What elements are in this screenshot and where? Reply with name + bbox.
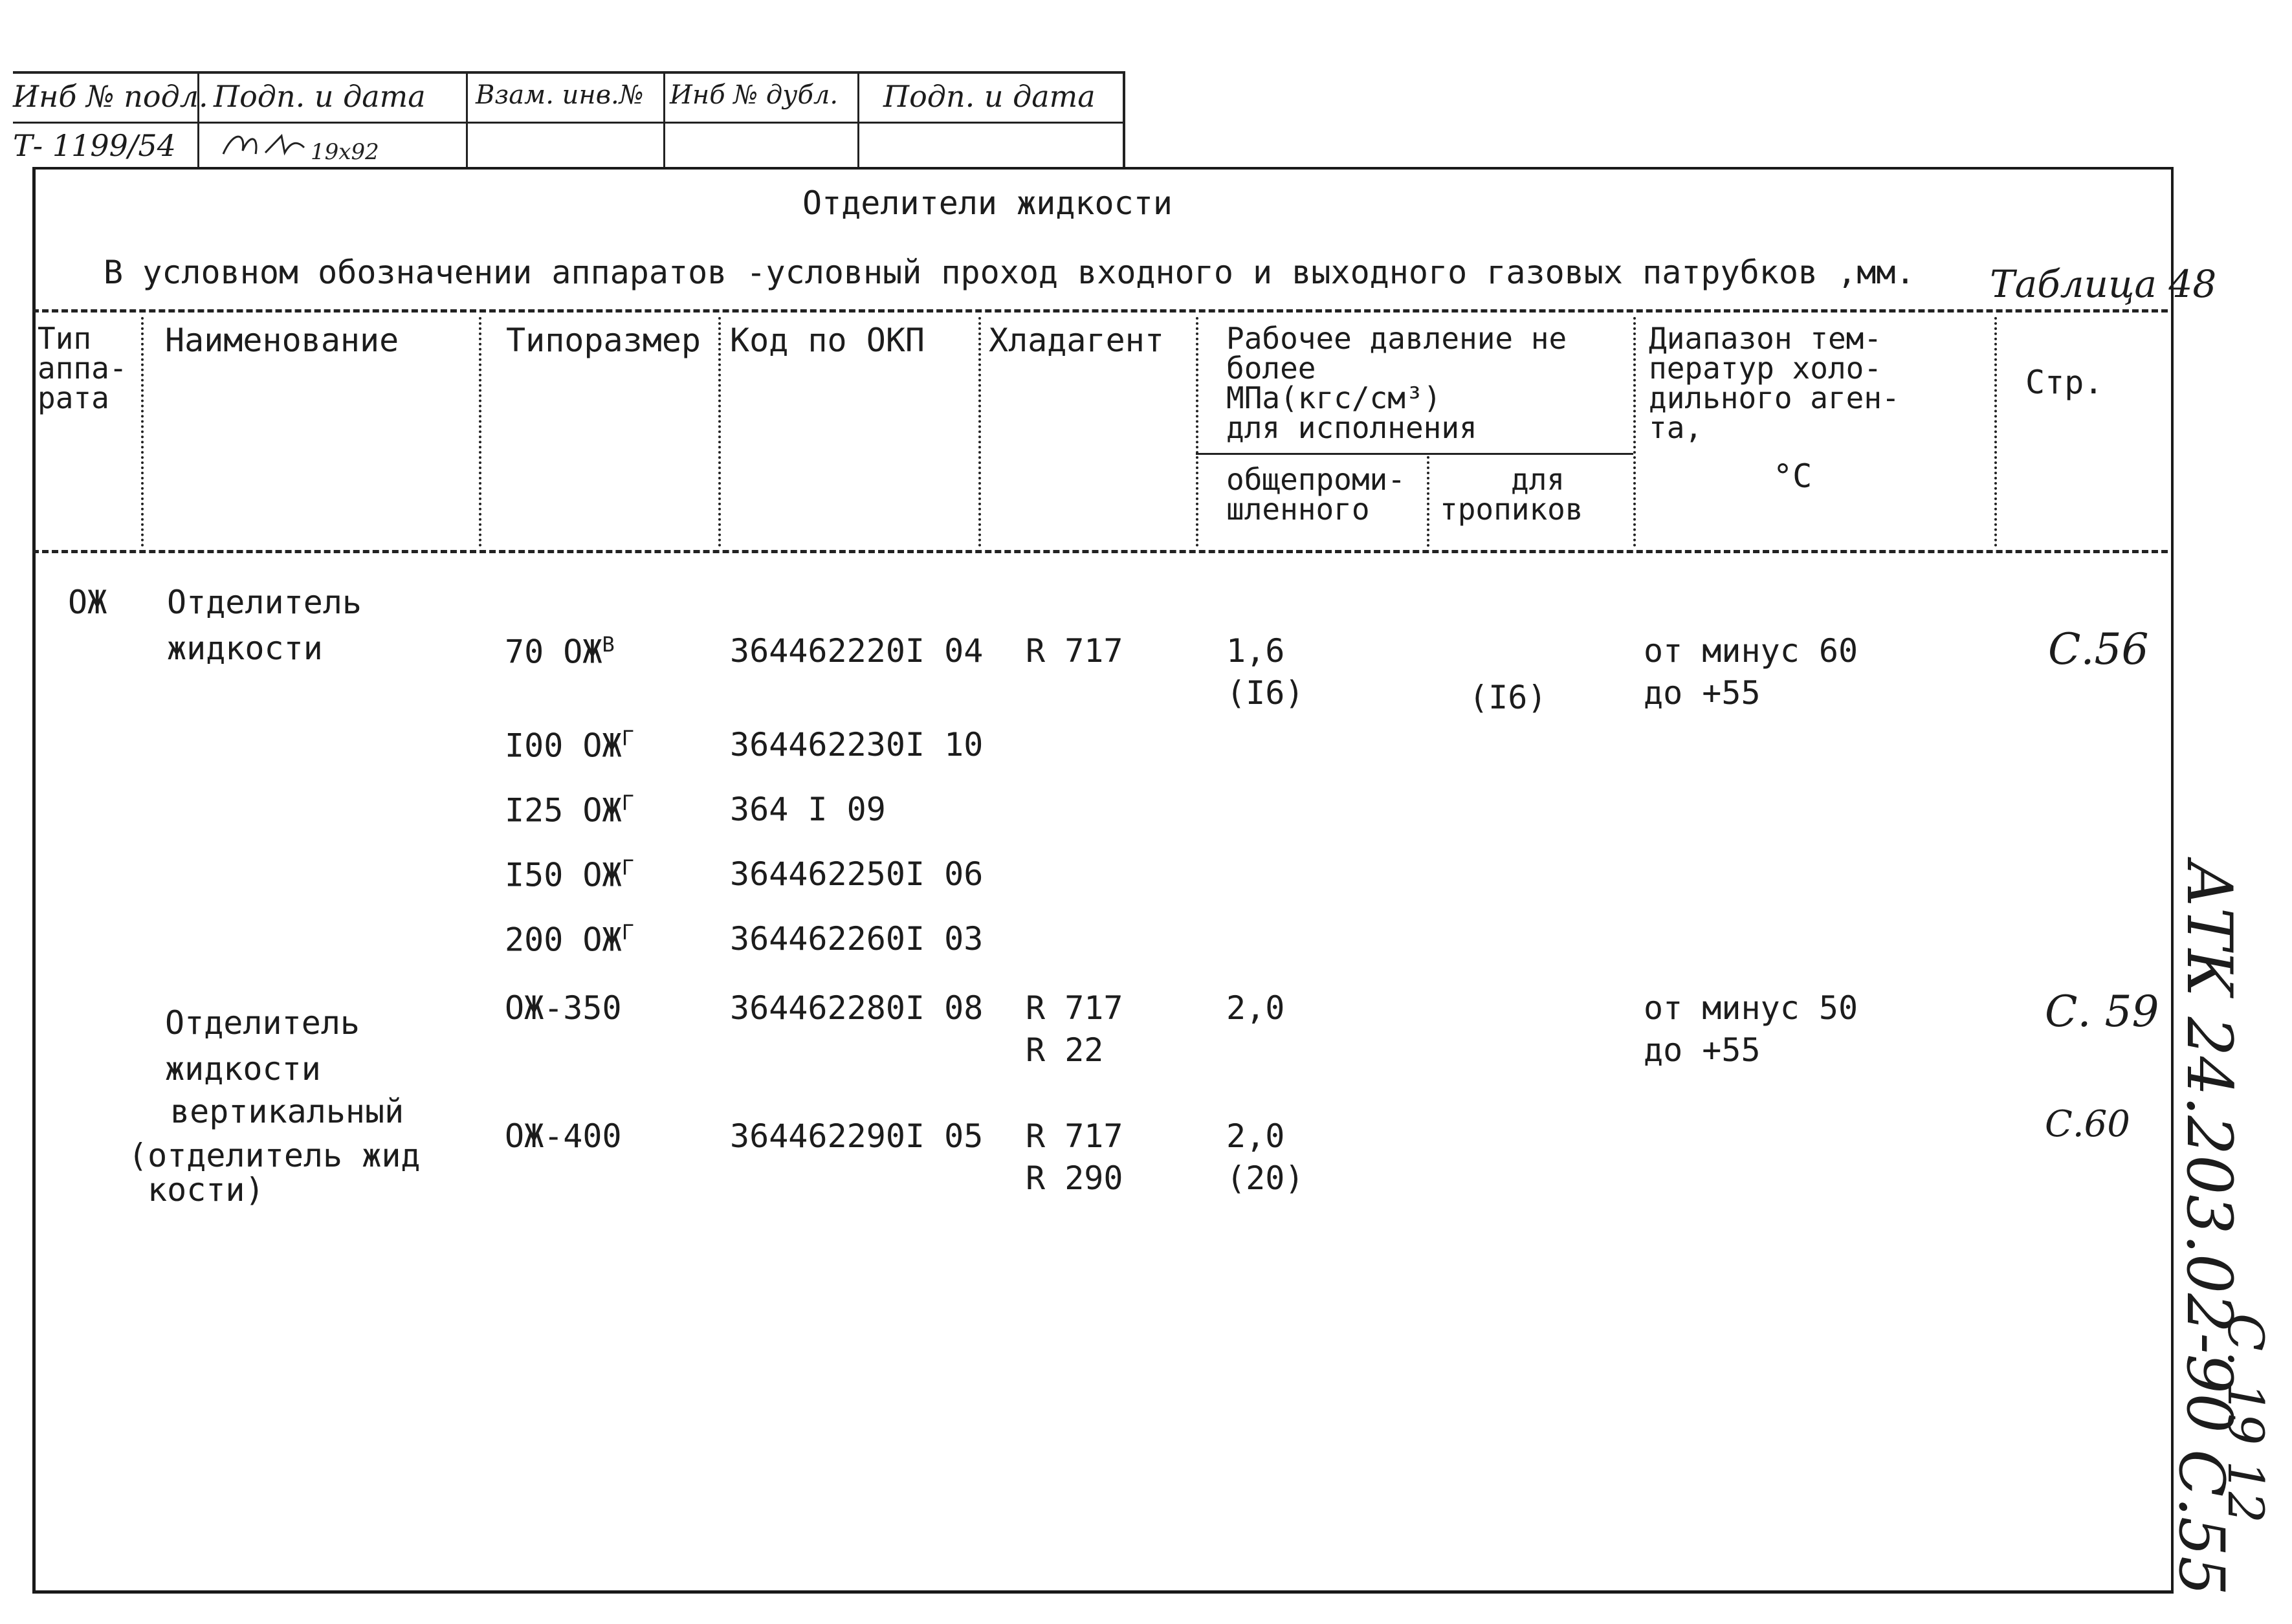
group1-tropic: (I6)	[1469, 679, 1547, 716]
table-row: ОЖ-400	[505, 1117, 622, 1155]
side-page-number: С.55	[2165, 1449, 2238, 1596]
type-code: ОЖ	[68, 584, 107, 621]
group1-temp: от минус 60 до +55	[1644, 632, 1858, 712]
table-row: ОЖ-350	[505, 989, 622, 1027]
group1-page: С.56	[2048, 624, 2149, 674]
stamp-inv-number: Т- 1199/54	[13, 128, 176, 163]
table-row-code: 364462220I 04	[730, 632, 984, 670]
table-row-code: 364462250I 06	[730, 855, 984, 893]
header-page: Стр.	[2025, 364, 2104, 401]
svg-text:19x92: 19x92	[311, 139, 379, 165]
stamp-header-inv: Инб № подл.	[13, 79, 208, 114]
header-refrigerant: Хладагент	[989, 322, 1164, 359]
table-row: I00 $ОЖ^Г$	[505, 726, 634, 765]
header-type: Тип аппа- рата	[38, 321, 127, 415]
header-top-rule	[32, 309, 2168, 313]
group2-name: Отделитель жидкости вертикальный	[165, 1004, 404, 1130]
table-row: I50 $ОЖ^Г$	[505, 855, 634, 894]
group2-pressure: 2,0	[1226, 989, 1285, 1027]
table-row-code: 364462260I 03	[730, 920, 984, 958]
group3-name: (отделитель жид кости)	[128, 1137, 421, 1209]
stamp-header-sign2: Подп. и дата	[883, 79, 1096, 114]
table-row: I25 $ОЖ^Г$	[505, 791, 634, 829]
header-code: Код по ОКП	[730, 322, 925, 359]
signature	[220, 128, 379, 171]
group1-pressure: 1,6 (I6)	[1226, 632, 1305, 712]
group1-refrigerant: R 717	[1026, 632, 1123, 670]
header-size: Типоразмер	[506, 322, 701, 359]
group2-temp: от минус 50 до +55	[1644, 989, 1858, 1069]
group3-page: С.60	[2045, 1103, 2130, 1145]
header-bottom-rule	[32, 550, 2168, 553]
table-row-code: 364 I 09	[730, 791, 886, 828]
side-sheet-number: С. 19 12	[2217, 1313, 2275, 1524]
document-code: АТК 24.203.02-90	[2173, 861, 2245, 1433]
header-pressure-general: общепроми- шленного	[1226, 462, 1405, 527]
stamp-header-sign: Подп. и дата	[214, 79, 426, 114]
header-pressure-tropic: для тропиков	[1440, 462, 1583, 527]
header-name: Наименование	[165, 322, 399, 359]
group2-page: С. 59	[2045, 987, 2159, 1037]
table-row-code: 364462230I 10	[730, 726, 984, 763]
table-label: Таблица 48	[1990, 262, 2217, 306]
approval-stamp	[13, 71, 1125, 170]
stamp-header-replace: Взам. инв.№	[476, 80, 644, 110]
page-title: Отделители жидкости	[802, 184, 1173, 222]
table-row-code: 364462280I 08	[730, 989, 984, 1027]
stamp-header-dup: Инб № дубл.	[670, 80, 839, 110]
header-pressure: Рабочее давление не более МПа(кгс/см³) для исполнения	[1226, 321, 1567, 445]
group2-refrigerants: R 717 R 22	[1026, 989, 1123, 1069]
table-row: 70 $ОЖ^В$	[505, 632, 615, 671]
group1-name: Отделитель жидкости	[167, 584, 362, 667]
header-temp-unit: °С	[1773, 457, 1813, 495]
table-row-code: 364462290I 05	[730, 1117, 984, 1155]
group3-pressure: 2,0 (20)	[1226, 1117, 1305, 1197]
page-subtitle: В условном обозначении аппаратов -условный проход входного и выходного газовых патрубков ,мм.	[104, 254, 1915, 291]
group3-refrigerants: R 717 R 290	[1026, 1117, 1123, 1197]
header-temp: Диапазон тем- ператур холо- дильного аген- та,	[1649, 321, 1900, 445]
table-row: 200 $ОЖ^Г$	[505, 920, 634, 959]
